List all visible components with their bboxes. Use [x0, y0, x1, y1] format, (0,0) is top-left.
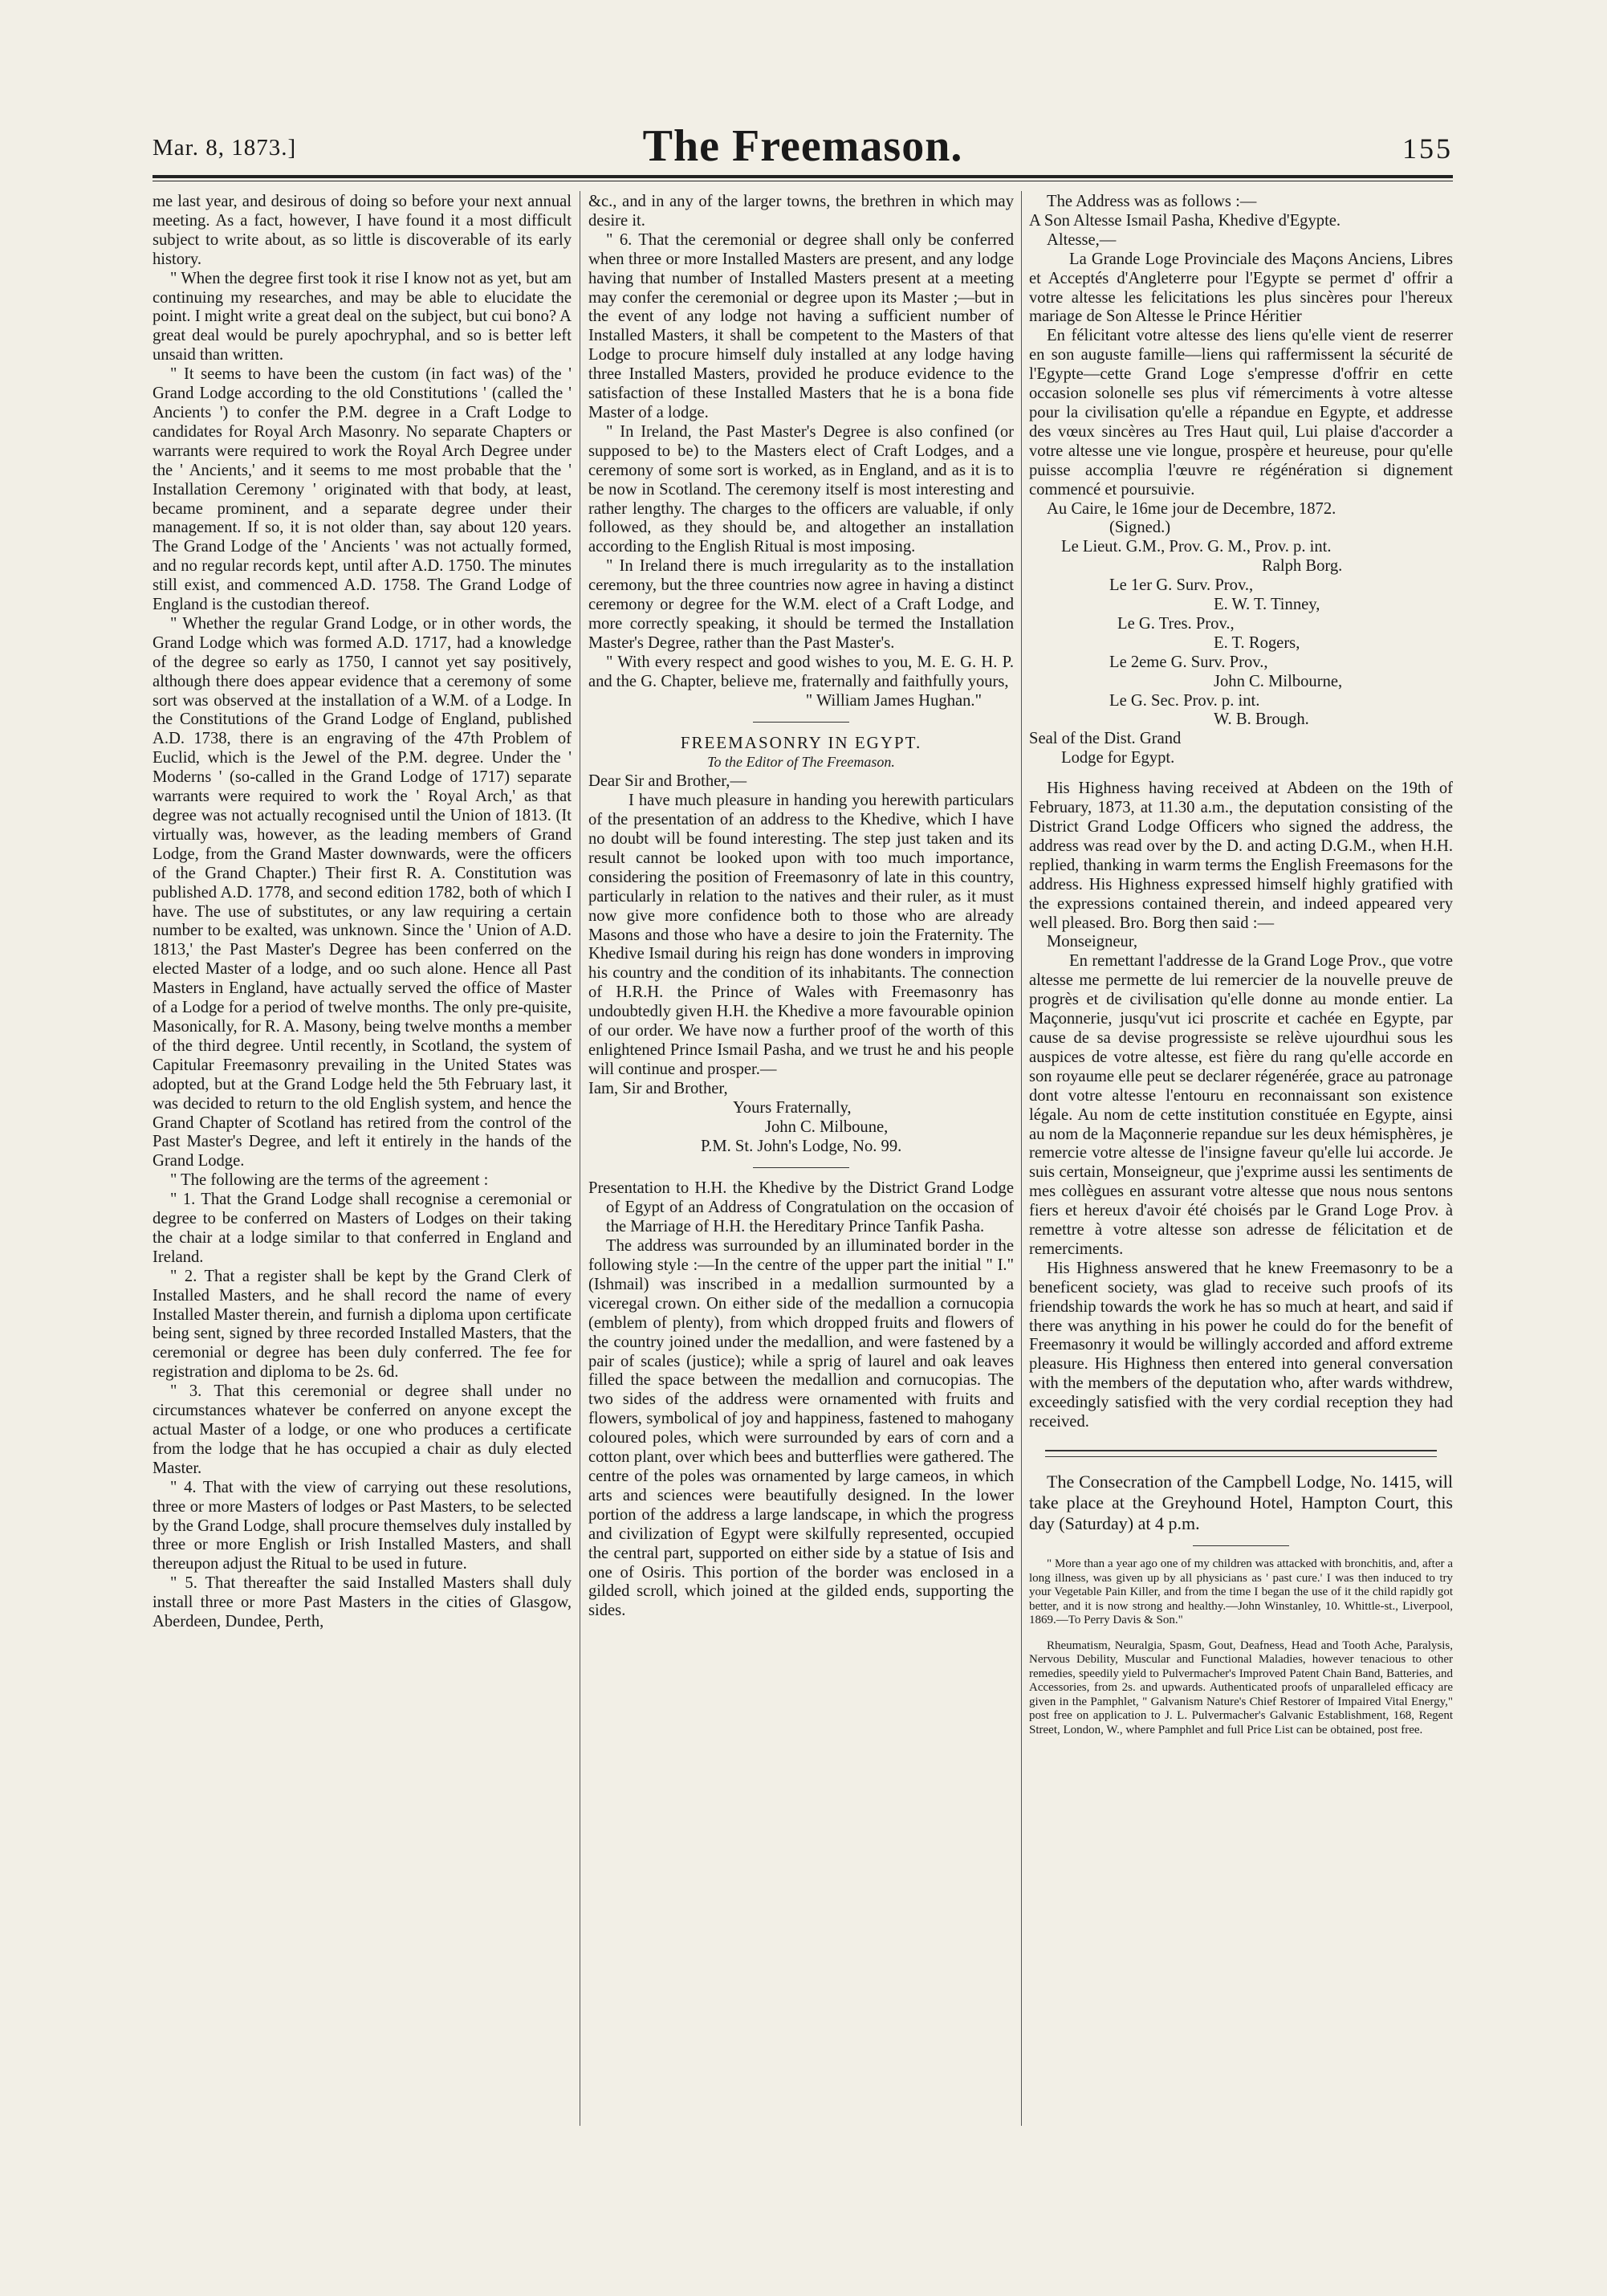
signatory-title: Le 2eme G. Surv. Prov., — [1109, 653, 1268, 671]
paragraph: &c., and in any of the larger towns, the brethren in which may desire it. — [588, 193, 1014, 230]
paragraph: En félicitant votre altesse des liens qu'elle vient de reserrer en son auguste famille—liens qui raffermissent la sécurité de l'Egypte—cette Grand Loge s'empresse d'offrir en cette occasion solonelle ses plus vif rémerciments à votre altesse pour la civilisation qu'elle a répandue en Egypte, et addresse des vœux sincères au Tres Haut quil, Lui plaise d'accorder a votre altesse une vie longue, prospère et heureuse, pour qu'elle puisse accomplia l'œuvre re régénération si dignement commencé et poursuivie. — [1029, 327, 1453, 499]
section-rule — [1193, 1545, 1289, 1546]
paragraph: " When the degree first took it rise I know not as yet, but am continuing my researches, and may be able to elucidate the point. I might write a great deal on the subject, but cui bono? A great deal would be purely apochryphal, and so is better left unsaid than written. — [153, 269, 572, 364]
issue-date: Mar. 8, 1873.] — [153, 135, 297, 161]
section-double-rule — [1045, 1450, 1437, 1457]
paragraph: La Grande Loge Provinciale des Maçons Anciens, Libres et Acceptés d'Angleterre pour l'Egypte se permet d' offrir a votre altesse les felicitations les plus sincères pour l'hereux mariage de Son Altesse le Prince Héritier — [1029, 250, 1453, 326]
paragraph: His Highness having received at Abdeen on the 19th of February, 1873, at 11.30 a.m., the deputation consisting of the District Grand Lodge Officers who signed the address, the address was read over by the D. and acting D.G.M., when H.H. replied, thanking in warm terms the English Freemasons for the address. His Highness expressed himself highly gratified with the expressions contained therein, and indeed appeared very well pleased. Bro. Borg then said :— — [1029, 780, 1453, 932]
article-heading: FREEMASONRY IN EGYPT. — [680, 733, 922, 753]
paragraph: " Whether the regular Grand Lodge, or in other words, the Grand Lodge which was formed A.D. 1717, had a knowledge of the degree so early as 1750, I cannot yet say positively, although there does appear evidence that a ceremony of some sort was observed at the installation of a W.M. of a Lodge. In the Constitutions of the Grand Lodge of England, published A.D. 1738, there is an engraving of the 47th Problem of Euclid, which is the Jewel of the P.M. degree. Under the ' Moderns ' (so-called in the Grand Lodge of 1717) separate warrants were required to work the ' Royal Arch,' as that degree was not actually recognised until the Union of 1813. (It virtually was, however, as the leading members of Grand Lodge, from the Grand Master downwards, were the officers of the Grand Chapter.) Their first R. A. Constitution was published A.D. 1778, and second edition 1782, both of which I have. The use of substitutes, or any law requiring a certain number to be exalted, was unknown. Since the ' Union of A.D. 1813,' the Past Master's Degree has been conferred on the elected Master of a lodge, and oo such alone. Hence all Past Masters in England, have actually served the office of Master of a Lodge for a period of twelve months. The only pre-quisite, Masonically, for R. A. Masony, being twelve months a member of the third degree. Until recently, in Scotland, the system of Capitular Freemasonry prevailing in the United States was adopted, but at the Grand Lodge held the 5th February last, it was decided to return to the old English system, and hence the Grand Chapter of Scotland has retired from the control of the Past Master's Degree, and left it entirely in the hands of the Grand Lodge. — [153, 614, 572, 1170]
paragraph: Presentation to H.H. the Khedive by the District Grand Lodge of Egypt of an Address of Congratulation on the occasion of the Marriage of H.H. the Hereditary Prince Tanfik Pasha. — [588, 1179, 1014, 1236]
letter-signature: John C. Milboune, — [765, 1117, 889, 1136]
closing-line: Yours Fraternally, — [733, 1098, 852, 1117]
advertisement: Rheumatism, Neuralgia, Spasm, Gout, Deafness, Head and Tooth Ache, Paralysis, Nervous Debility, Muscular and Functional Maladies, however tenacious to other remedies, speedily yield to Pulvermacher's Improved Patent Chain Band, Batteries, and Accessories, from 2s. and upwards. Authenticated proofs of unparalleled efficacy are given in the Pamphlet, " Galvanism Nature's Chief Restorer of Impaired Vital Energy," post free on application to J. L. Pulvermacher's Galvanic Establishment, 168, Regent Street, London, W., where Pamphlet and full Price List can be obtained, post free. — [1029, 1639, 1453, 1736]
paragraph: " In Ireland, the Past Master's Degree is also confined (or supposed to be) to the Masters elect of Craft Lodges, and a ceremony of some sort is worked, as in England, and as it is to be now in Scotland. The ceremony itself is most interesting and rather lengthy. The charges to the officers are valuable, if only followed, as they should be, and altogether an installation according to the English Ritual is most imposing. — [588, 422, 1014, 556]
notice: The Consecration of the Campbell Lodge, No. 1415, will take place at the Greyhound Hotel, Hampton Court, this day (Saturday) at 4 p.m. — [1029, 1472, 1453, 1533]
paragraph: The address was surrounded by an illuminated border in the following style :—In the centre of the upper part the initial " I." (Ishmail) was inscribed in a medallion surmounted by a viceregal crown. On either side of the medallion a cornucopia (emblem of plenty), from which dropped fruits and flowers of the country joined under the medallion, and were fastened by a pair of scales (justice); while a sprig of laurel and oak leaves filled the space between the medallion and cornucopias. The two sides of the address were ornamented with fruits and flowers, symbolical of joy and happiness, fastened to mahogany coloured poles, which were surrounded by ears of corn and a cotton plant, over which bees and butterflies were gathered. The centre of the poles was ornamented by large cameos, in which arts and sciences were beautifully designed. In the lower portion of the address a large landscape, in which the progress and civilization of Egypt were skilfully represented, occupied the central part, supported on either side by a statue of Isis and one of Osiris. This portion of the border was enclosed in a gilded scroll, which joined at the gilded ends, supporting the sides. — [588, 1237, 1014, 1620]
signatory-title: Le Lieut. G.M., Prov. G. M., Prov. p. int. — [1061, 538, 1332, 556]
paragraph: " With every respect and good wishes to you, M. E. G. H. P. and the G. Chapter, believe me, fraternally and faithfully yours, — [588, 653, 1014, 690]
paragraph: Monseigneur, — [1047, 933, 1137, 951]
article-subheading: To the Editor of The Freemason. — [707, 754, 895, 771]
signed-note: (Signed.) — [1109, 519, 1171, 537]
seal-note: Seal of the Dist. Grand — [1029, 730, 1182, 748]
signatory-name: John C. Milbourne, — [1214, 672, 1343, 690]
column-2 — [588, 193, 1014, 1621]
publication-title: The Freemason. — [642, 121, 963, 171]
paragraph: me last year, and desirous of doing so before your next annual meeting. As a fact, however, I have found it a most difficult subject to write about, as so little is discoverable of its early history. — [153, 193, 572, 268]
resolution-5: " 5. That thereafter the said Installed Masters shall duly install three or more Past Masters in the cities of Glasgow, Aberdeen, Dundee, Perth, — [153, 1574, 572, 1631]
section-rule — [753, 722, 849, 723]
spacer — [1029, 1628, 1453, 1639]
signatory-name: E. T. Rogers, — [1214, 633, 1300, 652]
paragraph: The Address was as follows :— — [1047, 193, 1257, 210]
letter-signature: " William James Hughan." — [805, 691, 982, 710]
seal-note: Lodge for Egypt. — [1061, 749, 1175, 767]
addressee: A Son Altesse Ismail Pasha, Khedive d'Egypte. — [1029, 211, 1341, 230]
signatory-title: Le G. Tres. Prov., — [1117, 614, 1235, 633]
signatory-title: Le G. Sec. Prov. p. int. — [1109, 691, 1260, 710]
paragraph: " In Ireland there is much irregularity as to the installation ceremony, but the three countries now agree in having a distinct ceremony or degree for the W.M. elect of a Craft Lodge, and more correctly speaking, it should be termed the Installation Master's Degree, rather than the Past Master's. — [588, 557, 1014, 652]
paragraph: " The following are the terms of the agreement : — [170, 1171, 489, 1190]
paragraph: Altesse,— — [1047, 230, 1117, 249]
resolution-6: " 6. That the ceremonial or degree shall only be conferred when three or more Installed Masters are present, and any lodge having that number of Installed Masters present at a meeting may confer the ceremonial or degree upon its Master ;—but in the event of any lodge not having a sufficient number of Installed Masters, it shall be competent to the Masters of that Lodge to procure himself duly installed at any lodge having three Installed Masters, provided he produce evidence to the satisfaction of these Installed Masters that he is a bona fide Master of a lodge. — [588, 230, 1014, 421]
signatory-name: Ralph Borg. — [1262, 557, 1343, 576]
paragraph: I have much pleasure in handing you herewith particulars of the presentation of an address to the Khedive, which I have no doubt will be found interesting. The step just taken and its result cannot be looked upon with too much importance, considering the position of Freemasonry of late in this country, particularly in relation to the natives and their ruler, as it must now give more confidence both to those who are already Masons and those who have a desire to join the Fraternity. The Khedive Ismail during his reign has done wonders in improving his country and the condition of its inhabitants. The connection of H.R.H. the Prince of Wales with Freemasonry has undoubtedly given H.H. the Khedive a more favourable opinion of our order. We have now a further proof of the worth of this enlightened Prince Ismail Pasha, and we trust he and his people will continue and prosper.— — [588, 792, 1014, 1078]
resolution-4: " 4. That with the view of carrying out these resolutions, three or more Masters of lodges or Past Masters, to be selected by the Grand Lodge, shall procure themselves duly installed by three or more English or Irish Installed Masters, and shall thereupon adjust the Ritual to be used in future. — [153, 1478, 572, 1573]
resolution-2: " 2. That a register shall be kept by the Grand Clerk of Installed Masters, and he shall record the name of every Installed Master therein, and furnish a diploma upon certificate being sent, signed by three recorded Installed Masters, that the ceremonial or degree has been duly conferred. The fee for registration and diploma to be 2s. 6d. — [153, 1267, 572, 1382]
advertisement: " More than a year ago one of my children was attacked with bronchitis, and, after a long illness, was given up by all physicians as ' past cure.' I was then induced to try your Vegetable Pain Killer, and from the time I began the use of it the child rapidly got better, and it is now strong and healthy.—John Winstanley, 10. Whittle-st., Liverpool, 1869.—To Perry Davis & Son." — [1029, 1557, 1453, 1626]
paragraph: En remettant l'addresse de la Grand Loge Prov., que votre altesse me permette de lui remercier de la nouvelle preuve de progrès et de civilisation qu'elle donne au monde entier. La Maçonnerie, jusqu'vut ici proscrite et cachée en Egypte, par cause de sa devise progressiste se relève ujourdhui sous les auspices de votre altesse, est fière du rang qu'elle accorde en son royaume elle peut se declarer régenérée, grace au patronage dont votre altesse l'entouru en reconnaissant son existence légale. Au nom de cette institution constituée en Egypte, ainsi au nom de la Maçonnerie repandue sur les deux hémisphères, je remercie votre altesse de l'insigne faveur qu'elle lui accorde. Je suis certain, Monseigneur, que j'exprime aussi les sentiments de mes collègues en assurant votre altesse que nous nous sentons fiers et hereux d'avoir été choisés par le Grand Loge Prov. à remettre à votre altesse son adresse de félicitation et de remerciments. — [1029, 952, 1453, 1258]
paragraph: " It seems to have been the custom (in fact was) of the ' Grand Lodge according to the old Constitutions ' (called the ' Ancients ') to confer the P.M. degree in a Craft Lodge to candidates for Royal Arch Masonry. No separate Chapters or warrants were required to work the Royal Arch Degree under the ' Ancients,' and it seems to me most probable that the ' Installation Ceremony ' originated with that body, at least, became prominent, and a separate degree under their management. If so, it is not older than, say about 120 years. The Grand Lodge of the ' Ancients ' was not actually formed, and no regular records kept, until after A.D. 1750. The minutes still exist, and commenced A.D. 1758. The Grand Lodge of England is the custodian thereof. — [153, 365, 572, 614]
resolution-3: " 3. That this ceremonial or degree shall under no circumstances whatever be conferred on anyone except the actual Master of a lodge, or one who produces a certificate from the lodge that he has occupied a chair as duly elected Master. — [153, 1382, 572, 1477]
salutation: Dear Sir and Brother,— — [588, 772, 747, 791]
signatory-name: E. W. T. Tinney, — [1214, 596, 1320, 614]
column-1 — [153, 193, 572, 1632]
signature-title: P.M. St. John's Lodge, No. 99. — [701, 1137, 902, 1155]
signatory-name: W. B. Brough. — [1214, 710, 1309, 729]
closing-line: Iam, Sir and Brother, — [588, 1079, 728, 1097]
column-3 — [1029, 193, 1453, 1737]
masthead-rule — [153, 175, 1453, 178]
resolution-1: " 1. That the Grand Lodge shall recognise a ceremonial or degree to be conferred on Masters of Lodges on their taking the chair at a lodge similar to that conferred in England and Ireland. — [153, 1191, 572, 1266]
dateline: Au Caire, le 16me jour de Decembre, 1872. — [1047, 499, 1336, 518]
masthead — [153, 120, 1453, 169]
paragraph: His Highness answered that he knew Freemasonry to be a beneficent society, was glad to receive such proofs of its friendship towards the work he has so much at heart, and said if there was anything in his power he could do for the benefit of Freemasonry it would be willingly accorded and afford extreme pleasure. His Highness then entered into general conversation with the members of the deputation who, after wards withdrew, exceedingly satisfied with the very cordial reception they had received. — [1029, 1259, 1453, 1431]
spacer — [1029, 768, 1453, 780]
section-rule — [753, 1167, 849, 1168]
column-divider — [1021, 191, 1022, 2126]
page-number: 155 — [1402, 132, 1453, 165]
signatory-title: Le 1er G. Surv. Prov., — [1109, 576, 1254, 595]
